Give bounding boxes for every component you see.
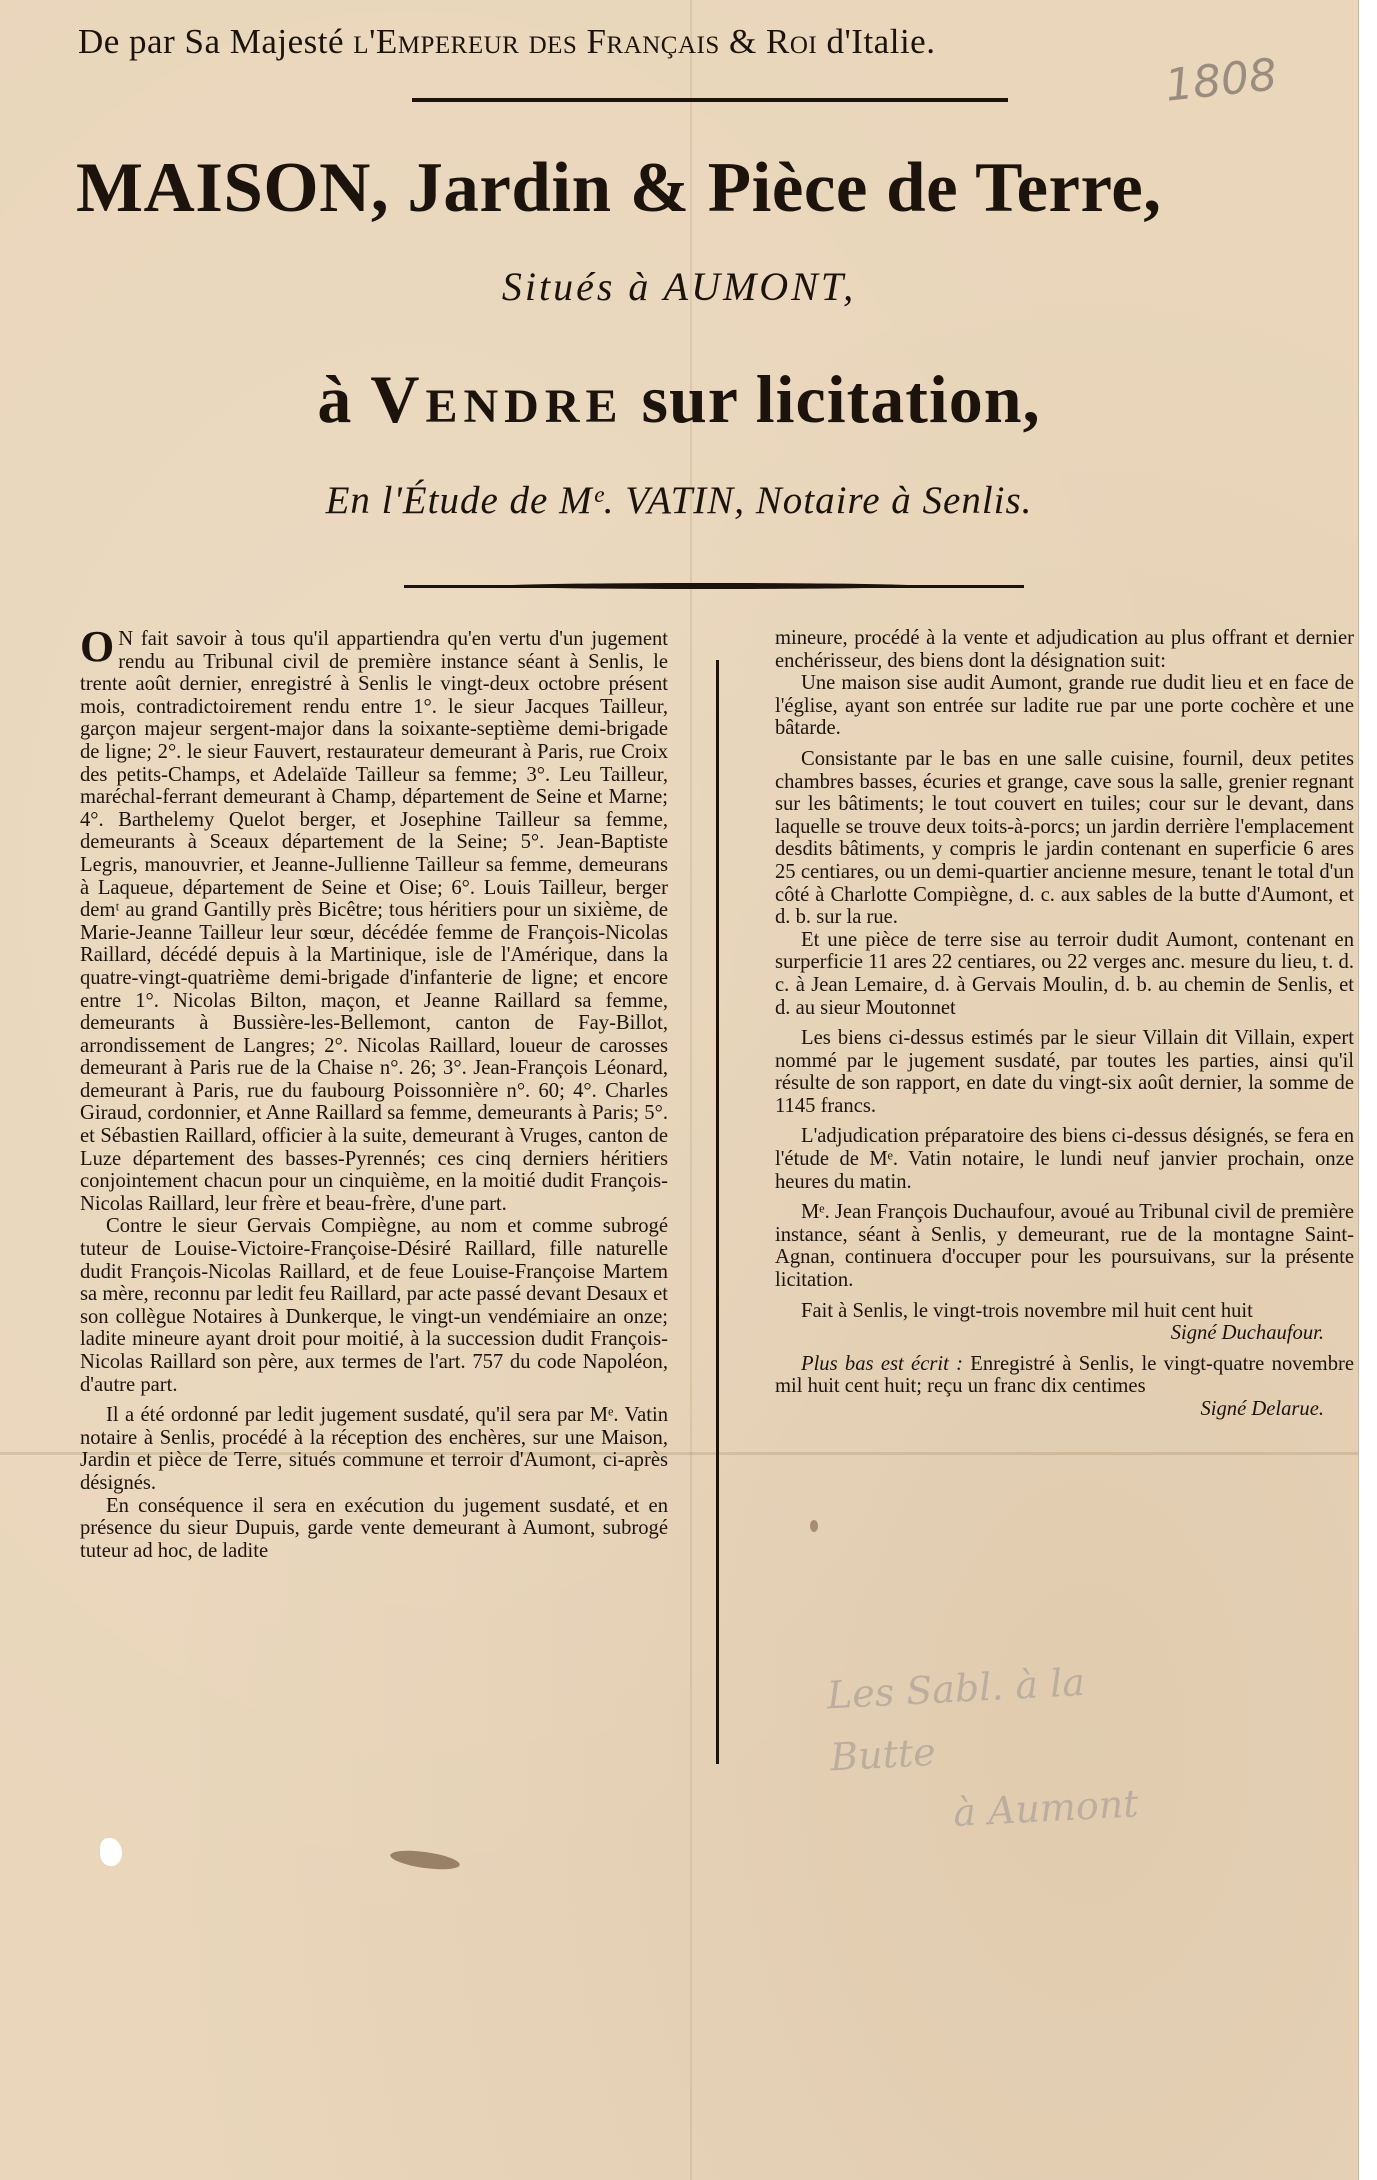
signature-delarue: Signé Delarue. <box>1200 1398 1324 1420</box>
paragraph: En conséquence il sera en exécution du jugement susdaté, et en présence du sieur Dupuis, garde vente demeurant à Aumont, subrogé tuteur ad hoc, de ladite <box>80 1494 668 1562</box>
location-line: Situés à AUMONT, <box>501 264 857 309</box>
paragraph: L'adjudication préparatoire des biens ci-dessus désignés, se fera en l'étude de Mᵉ. Vatin notaire, le lundi neuf janvier prochain, onze heures du matin. <box>775 1125 1354 1193</box>
paper-fold-vertical <box>690 0 692 2180</box>
paper-tear <box>100 1838 122 1866</box>
header-text-3: & <box>719 22 767 61</box>
handwritten-note-line: Les Sabl. à la Butte <box>825 1660 1086 1780</box>
paragraph: Consistante par le bas en une salle cuisine, fournil, deux petites chambres basses, écuries et grange, cave sous la salle, grenier regnant sur les bâtiments; le tout couvert en tuiles; cour sur le devant, dans laquelle se trouve deux toits-à-porcs; un jardin derrière l'emplacement desdits bâtiments, y compris le jardin contenant en superficie 6 ares 25 centiares, ou un demi-quartier ancienne mesure, tenant le total d'un côté à Charlotte Compiègne, d. c. aux sables de la butte d'Aumont, et d. b. sur la rue. <box>775 747 1354 929</box>
paragraph <box>775 1353 1354 1398</box>
paragraph: Une maison sise audit Aumont, grande rue dudit lieu et en face de l'église, ayant son entrée sur ladite rue par une porte cochère et une bâtarde. <box>775 672 1354 740</box>
paragraph <box>80 622 668 1215</box>
header-line <box>78 22 1348 62</box>
paragraph: Il a été ordonné par ledit jugement susdaté, qu'il sera par Mᵉ. Vatin notaire à Senlis, procédé à la réception des enchères, sur une Maison, Jardin et pièce de Terre, situés commune et terroir d'Aumont, ci-après désignés. <box>80 1404 668 1494</box>
header-text-1: De par Sa Majesté <box>78 22 354 61</box>
office-line: En l'Étude de Mᵉ. VATIN, Notaire à Senlis. <box>325 479 1033 522</box>
header-text-4: Roi <box>766 22 818 61</box>
header-text-5: d'Italie. <box>817 22 936 61</box>
paragraph: Fait à Senlis, le vingt-trois novembre mil huit cent huit <box>801 1299 1253 1322</box>
main-title: MAISON, Jardin & Pièce de Terre, <box>76 149 1162 227</box>
paragraph: Contre le sieur Gervais Compiègne, au nom et comme subrogé tuteur de Louise-Victoire-Françoise-Désiré Raillard, fille naturelle dudit François-Nicolas Raillard, et de feue Louise-Françoise Martem sa mère, reconnu par ledit feu Raillard, par acte passé devant Desaux et son collègue Notaires à Dunkerque, le vingt-un vendémiaire an onze; ladite mineure ayant droit pour moitié, à la succession dudit François-Nicolas Raillard son père, aux termes de l'art. 757 du code Napoléon, d'autre part. <box>80 1215 668 1396</box>
sale-prefix: à <box>317 361 371 437</box>
ink-stain <box>389 1847 461 1873</box>
sale-word: Vendre <box>370 361 624 437</box>
top-rule <box>412 98 1008 102</box>
middle-rule-swell <box>500 583 920 589</box>
ink-spot <box>810 1520 818 1532</box>
paragraph-text: N fait savoir à tous qu'il appartiendra qu'en vertu d'un jugement rendu au Tribunal civil de première instance séant à Senlis, le trente août dernier, enregistré à Senlis le vingt-deux octobre présent mois, contradictoirement rendu entre 1°. le sieur Jacques Tailleur, garçon majeur sergent-major dans la soixante-septième demi-brigade de ligne; 2°. le sieur Fauvert, restaurateur demeurant à Paris, rue Croix des petits-Champs, et Adelaïde Tailleur sa femme; 3°. Leu Tailleur, maréchal-ferrant demeurant à Champ, département de Seine et Marne; 4°. Barthelemy Quelot berger, et Josephine Tailleur sa femme, demeurants à Sceaux département de la Seine; 5°. Jean-Baptiste Legris, manouvrier, et Jeanne-Jullienne Tailleur sa femme, demeurans à Laqueue, département de Seine et Oise; 6°. Louis Tailleur, berger demᵗ au grand Gantilly près Bicêtre; tous héritiers pour un sixième, de Marie-Jeanne Tailleur leur sœur, décédée femme de François-Nicolas Raillard, décédé depuis à la Martinique, isle de l'Amérique, dans la quatre-vingt-quatrième demi-brigade d'infanterie de ligne; et encore entre 1°. Nicolas Bilton, maçon, et Jeanne Raillard sa femme, demeurants à Bussière-les-Bellemont, canton de Fay-Billot, arrondissement de Langres; 2°. Nicolas Raillard, loueur de carosses demeurant à Paris rue de la Chaise n°. 26; 3°. Jean-François Léonard, demeurant à Paris, rue du faubourg Poissonnière n°. 60; 4°. Charles Giraud, cordonnier, et Anne Raillard sa femme, demeurants à Paris; 5°. et Sébastien Raillard, officier à la suite, demeurant à Vruges, canton de Luze département des basses-Pyrennés; ces cinq derniers héritiers conjointement chacun pour un cinquième, en la moitié dudit François-Nicolas Raillard, leur frère et beau-frère, d'une part. <box>80 628 668 1215</box>
drop-capital: O <box>80 622 115 671</box>
left-column <box>80 622 668 1562</box>
plus-bas-label: Plus bas est écrit : <box>801 1352 963 1375</box>
header-text-2: l'Empereur des Français <box>353 22 720 61</box>
handwritten-note-line: à Aumont <box>952 1781 1140 1836</box>
paragraph-text: Enregistré à Senlis, le vingt-quatre novembre mil huit cent huit; reçu un franc dix centimes <box>775 1352 1354 1398</box>
paragraph: Les biens ci-dessus estimés par le sieur Villain dit Villain, expert nommé par le jugement susdaté, par toutes les parties, ainsi qu'il résulte de son rapport, en date du vingt-six août dernier, la somme de 1145 francs. <box>775 1027 1354 1117</box>
sale-suffix: sur licitation, <box>623 361 1041 437</box>
column-divider <box>716 660 719 1764</box>
paragraph: Mᵉ. Jean François Duchaufour, avoué au Tribunal civil de première instance, séant à Senlis, y demeurant, rue de la montagne Saint-Agnan, continuera d'occuper pour les poursuivans, sur la présente licitation. <box>775 1201 1354 1292</box>
handwritten-note <box>825 1646 1194 1851</box>
annotation-year: 1808 <box>1162 49 1280 112</box>
signature-duchaufour: Signé Duchaufour. <box>1170 1322 1324 1345</box>
paragraph: Et une pièce de terre sise au terroir dudit Aumont, contenant en surperficie 11 ares 22 centiares, ou 22 verges anc. mesure du lieu, t. d. c. à Jean Lemaire, d. à Gervais Moulin, d. b. au chemin de Senlis, et d. au sieur Moutonnet <box>775 928 1354 1019</box>
right-column <box>775 627 1354 1421</box>
sale-line <box>0 360 1358 439</box>
paragraph: mineure, procédé à la vente et adjudication au plus offrant et dernier enchérisseur, des biens dont la désignation suit: <box>775 627 1354 672</box>
